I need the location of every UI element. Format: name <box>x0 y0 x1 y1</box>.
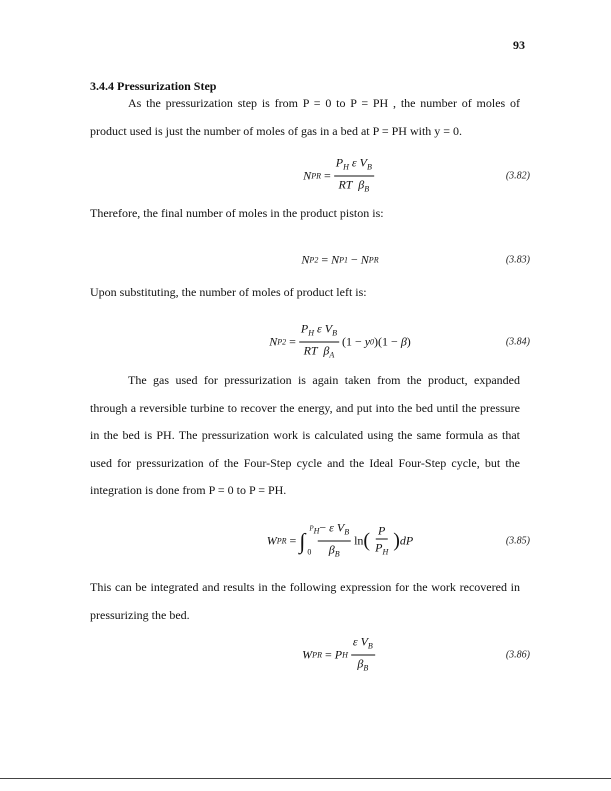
equation-number: (3.86) <box>505 649 530 661</box>
paragraph-4: The gas used for pressurization is again taken from the product, expanded through a reversible turbine to recover the energy, and put into the bed until the pressure in the bed is PH. The pressurization work is calculated using the same formula as that used for pressurization of the Four-Step cycle and the Ideal Four-Step cycle, but the integration is done from P = 0 to P = PH. <box>90 373 520 497</box>
equation-number: (3.85) <box>505 535 530 547</box>
equation-number: (3.82) <box>505 170 530 182</box>
paragraph-3: Upon substituting, the number of moles of product left is: <box>90 285 367 299</box>
equation-number: (3.83) <box>505 254 530 266</box>
paragraph-1: As the pressurization step is from P = 0 to P = PH , the number of moles of product used is just the number of moles of gas in a bed at P = PH with y = 0. <box>90 96 520 138</box>
page-number: 93 <box>513 38 525 52</box>
section-heading: 3.4.4 Pressurization Step <box>90 79 217 93</box>
paragraph-5: This can be integrated and results in the following expression for the work recovered in pressurizing the bed. <box>90 580 520 622</box>
equation-3-86: W PR = P H $\frac{\varepsilon V_B}{\beta_B}$ (3.86) <box>302 634 530 673</box>
paragraph-2: Therefore, the final number of moles in the product piston is: <box>90 206 384 220</box>
equation-3-85: W PR = ∫ $P_H$ 0 $\frac{- \varepsilon V_B}{\beta_B}$ ln ( $\frac{P}{P_H}$ ) dP (3.85) <box>266 520 530 559</box>
equation-3-82: N PR = $\frac{P_H \varepsilon V_B}{RT \beta_B}$ (3.82) <box>303 155 530 194</box>
equation-number: (3.84) <box>505 336 530 348</box>
equation-3-83: N P2 = N P1 − N PR (3.83) <box>301 252 530 267</box>
bottom-rule <box>0 778 611 779</box>
equation-3-84: N P2 = $\frac{P_H \varepsilon V_B}{RT \beta_A}$ (1 − y 0 )(1 − β ) (3.84) <box>269 321 530 360</box>
